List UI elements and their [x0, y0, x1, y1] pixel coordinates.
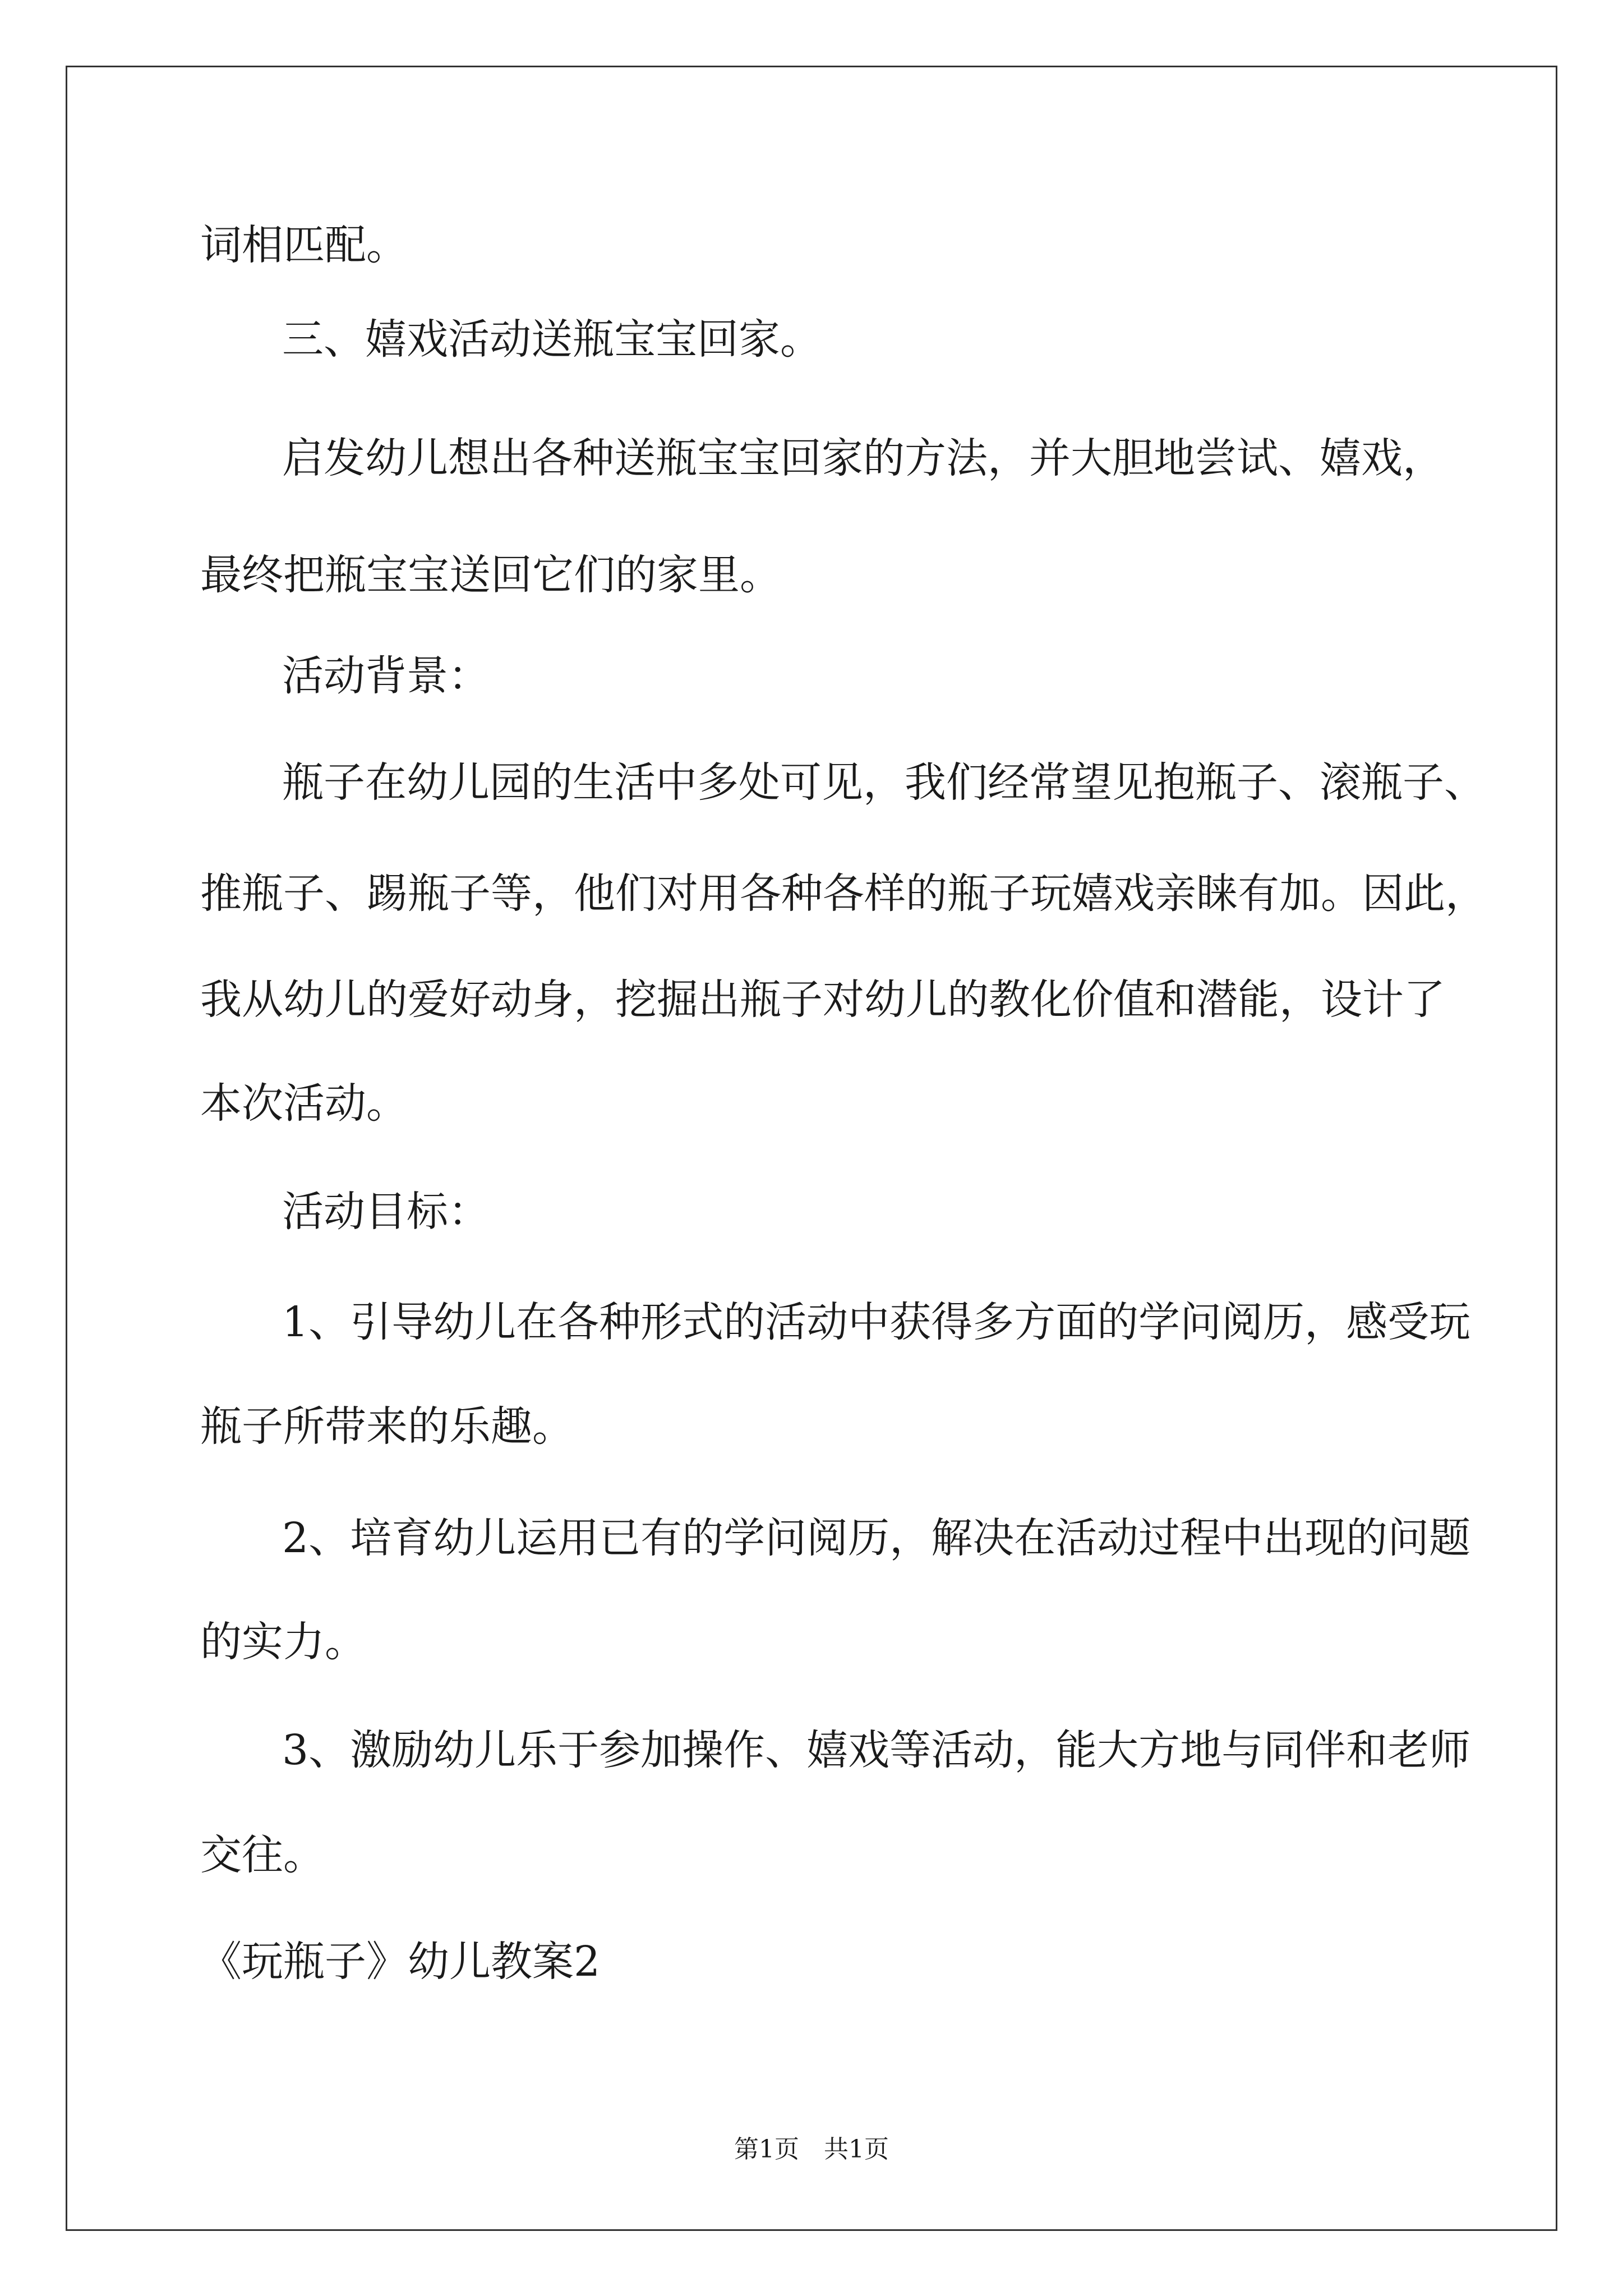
section-heading-background: 活动背景： [282, 652, 490, 700]
text-line-12: 瓶子所带来的乐趣。 [200, 1402, 574, 1451]
text-line-15: 3、激励幼儿乐于参加操作、嬉戏等活动，能大方地与同伴和老师 [282, 1726, 1471, 1774]
text-line-8: 我从幼儿的爱好动身，挖掘出瓶子对幼儿的教化价值和潜能，设计了 [200, 976, 1445, 1024]
page-number-footer: 第1页 共1页 [734, 2135, 889, 2164]
text-line-14: 的实力。 [200, 1618, 366, 1666]
text-line-6: 瓶子在幼儿园的生活中多处可见，我们经常望见抱瓶子、滚瓶子、 [282, 758, 1486, 807]
text-line-16: 交往。 [200, 1831, 325, 1879]
text-line-3: 启发幼儿想出各种送瓶宝宝回家的方法，并大胆地尝试、嬉戏， [282, 434, 1444, 482]
page-border [66, 66, 1557, 2231]
text-line-4: 最终把瓶宝宝送回它们的家里。 [200, 551, 781, 599]
section-heading-goals: 活动目标： [282, 1188, 490, 1236]
text-line-7: 推瓶子、踢瓶子等，他们对用各种各样的瓶子玩嬉戏亲睐有加。因此， [200, 869, 1487, 918]
section-title: 《玩瓶子》幼儿教案2 [200, 1938, 601, 1986]
text-line-9: 本次活动。 [200, 1079, 408, 1128]
text-line-13: 2、培育幼儿运用已有的学问阅历，解决在活动过程中出现的问题 [282, 1514, 1471, 1562]
text-line-11: 1、引导幼儿在各种形式的活动中获得多方面的学问阅历，感受玩 [282, 1298, 1471, 1346]
text-line-2: 三、嬉戏活动送瓶宝宝回家。 [282, 315, 822, 364]
text-line-1: 词相匹配。 [200, 221, 408, 269]
